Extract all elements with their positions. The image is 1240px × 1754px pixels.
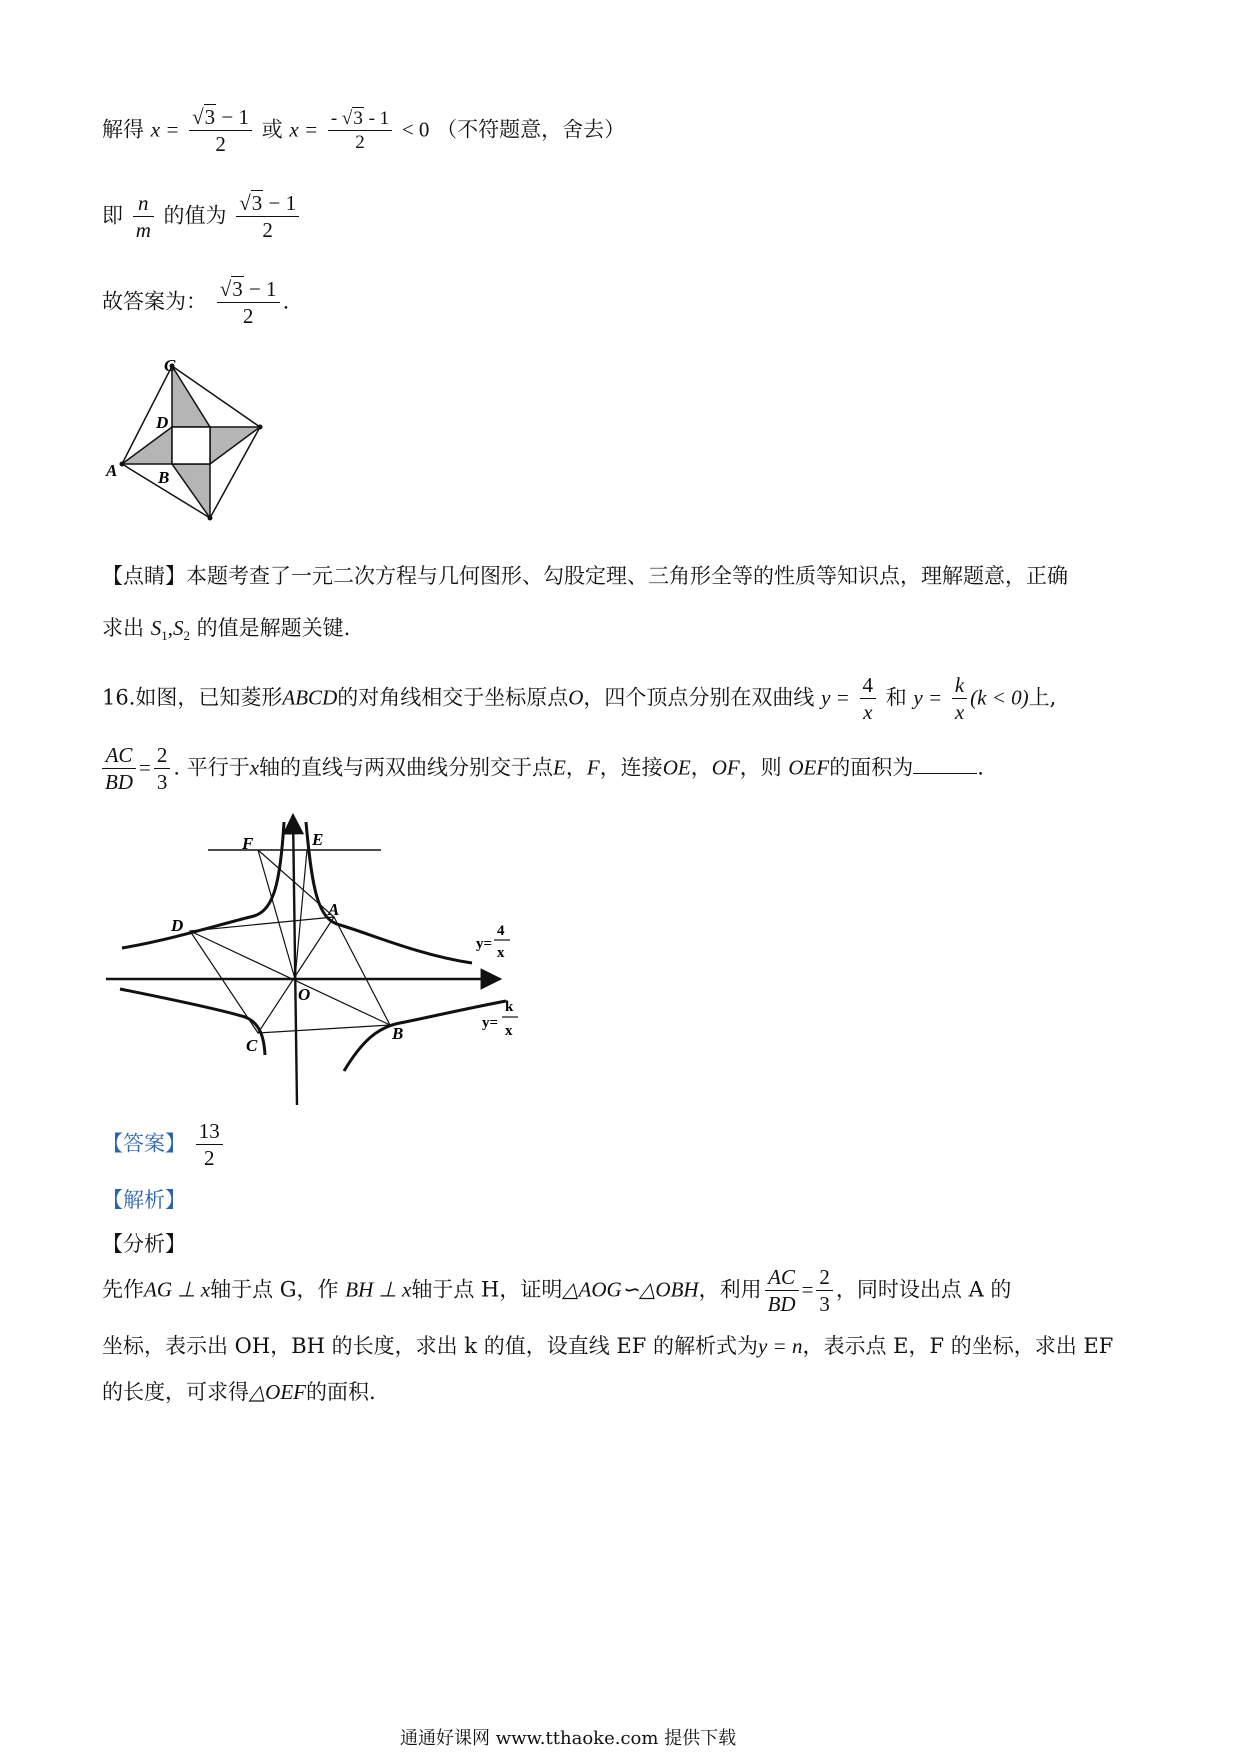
answer-line: 【答案】 $\frac{13}{2}$ <box>102 1118 226 1172</box>
label-c: C <box>246 1036 258 1055</box>
page-footer: 通通好课网 www.tthaoke.com 提供下载 <box>400 1728 737 1749</box>
shaded-top-triangle <box>172 366 210 427</box>
comment-line-2: 求出 $S_1,S_2$ 的值是解题关键. <box>102 616 351 644</box>
n-over-m: $\frac{n}{m}$ <box>133 190 154 244</box>
curve-label-y-1: y= <box>476 936 493 952</box>
curve-label-y-2: y= <box>482 1015 499 1031</box>
label-d: D <box>156 413 169 432</box>
shaded-right-triangle <box>210 427 260 464</box>
segment-of <box>258 850 295 979</box>
root-fraction-1: $\frac{√3 - 1}{2}$ <box>189 104 252 158</box>
label-a: A <box>328 900 340 919</box>
geometry-figure-1 <box>100 352 280 532</box>
analysis-line-2: 坐标，表示出 OH，BH 的长度，求出 k 的值，设直线 EF 的解析式为y = n，表示点 E，F 的坐标，求出 EF <box>102 1334 1114 1358</box>
segment-oe <box>295 850 307 979</box>
answer-fraction: $\frac{√3 - 1}{2}$ <box>217 276 280 330</box>
value-fraction: $\frac{√3 - 1}{2}$ <box>236 190 299 244</box>
label-o: O <box>298 985 311 1004</box>
label-b: B <box>158 468 170 487</box>
comment-line-1: 【点睛】本题考查了一元二次方程与几何图形、勾股定理、三角形全等的性质等知识点，理解题意，正确 <box>102 564 1068 588</box>
curve-4-over-x-q3 <box>258 995 390 1101</box>
analysis-line-3: 的长度，可求得△OEF的面积. <box>102 1380 376 1404</box>
curve-label-num-1: 4 <box>497 923 505 939</box>
problem-16-line-2: $\frac{AC}{BD}$ = $\frac{2}{3}$ . 平行于x轴的直线与两双曲线分别交于点E，F，连接OE，OF，则 OEF的面积为 . <box>102 742 984 796</box>
curve-4-over-x-q1 <box>306 822 472 963</box>
curve-4-over-x-q3b <box>120 989 265 1055</box>
answer-value: $\frac{13}{2}$ <box>196 1118 223 1172</box>
problem-16-line-1: 16.如图，已知菱形ABCD的对角线相交于坐标原点O，四个顶点分别在双曲线 y = $\frac{4}{x}$ 和 y = $\frac{k}{x}$ (k < 0)上, <box>102 673 1057 725</box>
curve-k-over-x-q4 <box>344 1001 506 1071</box>
curve-label-den-1: x <box>497 945 505 961</box>
jiexi-heading: 【解析】 <box>102 1188 186 1212</box>
fenxi-heading: 【分析】 <box>102 1232 186 1256</box>
label-c: C <box>164 356 176 375</box>
answer-blank <box>913 755 977 774</box>
curve-label-num-2: k <box>505 999 514 1015</box>
analysis-line-1: 先作AG ⊥ x轴于点 G，作 BH ⊥ x轴于点 H，证明△AOG∽△OBH，利用 $\frac{AC}{BD}$ = $\frac{2}{3}$ ，同时设出点 A 的 <box>102 1265 1012 1317</box>
hyperbola-figure <box>100 805 530 1110</box>
solution-line-1: 解得 x = $\frac{√3 - 1}{2}$ 或 x = $\frac{- √3 - 1}{2}$ < 0 （不符题意，舍去） <box>102 105 626 157</box>
center-square <box>172 427 210 464</box>
solution-line-3: 故答案为： $\frac{√3 - 1}{2}$ . <box>102 277 290 329</box>
curve-label-den-2: x <box>505 1023 513 1039</box>
curve-k-over-x-q2 <box>122 822 284 948</box>
rhombus-abcd <box>190 917 390 1033</box>
label-f: F <box>242 834 254 853</box>
label-e: E <box>312 830 324 849</box>
shaded-bottom-triangle <box>172 464 210 518</box>
label-b: B <box>392 1024 404 1043</box>
shaded-left-triangle <box>122 427 172 464</box>
label-a: A <box>106 461 118 480</box>
solution-line-2: 即 $\frac{n}{m}$ 的值为 $\frac{√3 - 1}{2}$ <box>102 190 302 244</box>
label-d: D <box>171 916 184 935</box>
root-fraction-2: $\frac{- √3 - 1}{2}$ <box>328 107 392 156</box>
